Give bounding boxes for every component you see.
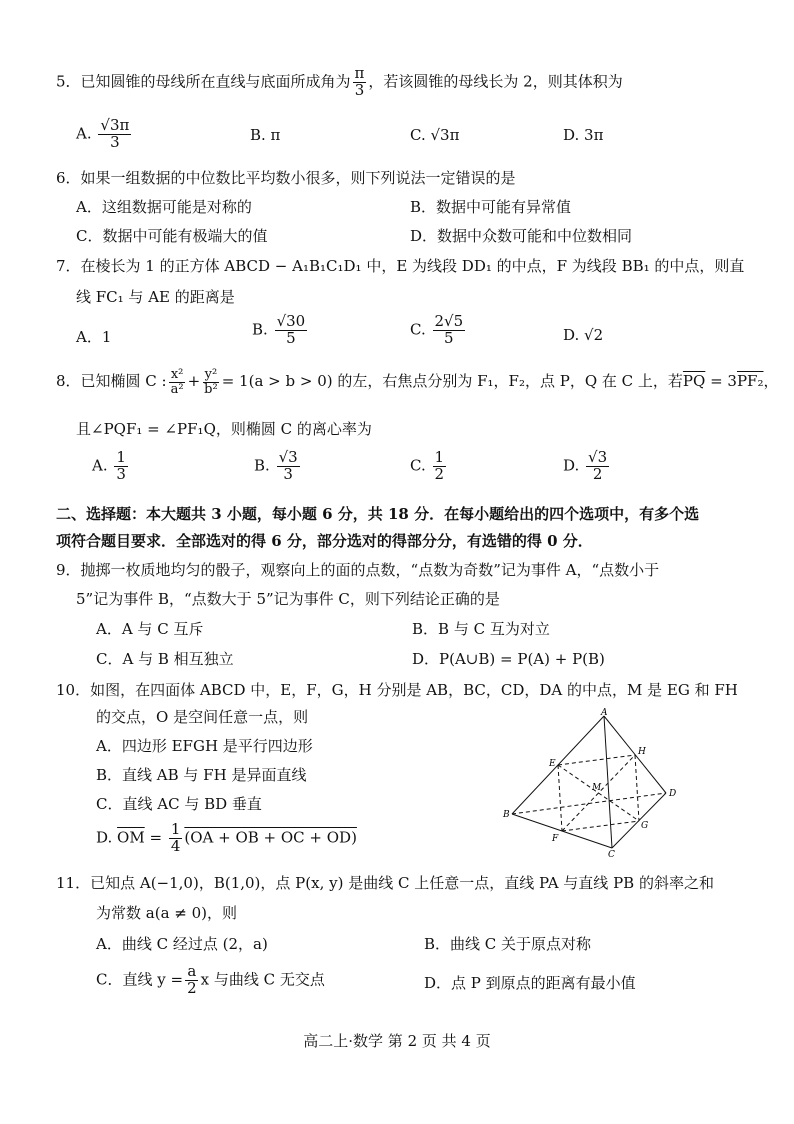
q10-option-c: C．直线 AC 与 BD 垂直 [96, 795, 262, 813]
q8-option-a-fraction [114, 450, 128, 483]
segment-hg [635, 755, 639, 821]
q5-stem [56, 66, 623, 99]
q9-option-a: A．A 与 C 互斥 [96, 620, 204, 638]
vector-pf2: PF₂ [736, 372, 764, 391]
label-g: G [641, 821, 649, 831]
label-e: E [549, 759, 556, 769]
edge-ad [604, 716, 666, 793]
q8-option-b [254, 450, 302, 483]
frac-denominator: 3 [116, 464, 126, 483]
segment-ef [558, 765, 562, 831]
a-over-2 [185, 964, 199, 997]
option-label: B. [252, 320, 268, 339]
q7-option-d: D. √2 [563, 326, 604, 344]
option-label: B. [254, 456, 270, 475]
frac-denominator: 5 [286, 328, 296, 347]
frac-denominator: b² [204, 381, 218, 397]
frac-numerator: √30 [276, 312, 306, 330]
frac-denominator: 4 [170, 836, 181, 855]
q11-option-c [96, 964, 325, 997]
q11-option-c-part1: C．直线 y = [96, 970, 184, 989]
q6-option-d: D．数据中众数可能和中位数相同 [410, 227, 633, 245]
option-label: D. [563, 456, 580, 475]
option-label: C. [410, 456, 426, 475]
q6-stem: 6．如果一组数据的中位数比平均数小很多，则下列说法一定错误的是 [56, 169, 516, 187]
tetrahedron-figure [500, 708, 690, 858]
q5-option-b: B. π [250, 126, 281, 144]
label-c: C [608, 850, 615, 858]
vector-om: $\overline{OM}$ [117, 828, 145, 847]
q10-option-a: A．四边形 EFGH 是平行四边形 [96, 737, 313, 755]
q9-option-b: B．B 与 C 互为对立 [412, 620, 550, 638]
option-label: A. [92, 456, 108, 475]
frac-numerator: 2√5 [434, 312, 464, 330]
frac-numerator: x² [170, 367, 184, 382]
q5-option-d: D. 3π [563, 126, 604, 144]
frac-denominator: 2 [592, 464, 603, 483]
q9-stem-line2: 5”记为事件 B，“点数大于 5”记为事件 C，则下列结论正确的是 [76, 590, 500, 608]
y2-over-b2 [202, 368, 220, 396]
q7-option-a: A．1 [76, 328, 112, 346]
q11-option-b: B．曲线 C 关于原点对称 [424, 935, 592, 953]
frac-numerator: 1 [170, 820, 181, 838]
vector-sum: (OA + OB + OC + OD) [184, 828, 357, 847]
q8-option-d [563, 450, 611, 483]
q8-stem-line2: 且∠PQF₁ = ∠PF₁Q，则椭圆 C 的离心率为 [76, 420, 372, 438]
q8-option-b-fraction [277, 450, 300, 483]
frac-numerator: π [354, 64, 365, 82]
label-h: H [638, 747, 646, 757]
section2-heading-line2: 项符合题目要求．全部选对的得 6 分，部分选对的得部分分，有选错的得 0 分． [56, 532, 593, 550]
q5-stem-part2: ，若该圆锥的母线长为 2，则其体积为 [368, 72, 623, 91]
q8-stem-line1 [56, 368, 779, 396]
frac-numerator: √3 [588, 448, 608, 466]
plus-sign: + [187, 372, 201, 391]
label-m: M [592, 783, 602, 793]
frac-denominator: 2 [187, 978, 197, 997]
label-f: F [552, 834, 559, 844]
frac-numerator: 1 [116, 448, 126, 466]
option-label: D. [96, 828, 113, 847]
comma: ， [763, 372, 779, 391]
q9-stem-line1: 9．抛掷一枚质地均匀的骰子，观察向上的面的点数，“点数为奇数”记为事件 A，“点数小于 [56, 561, 660, 579]
equals-sign: = [144, 828, 167, 847]
q10-option-d [96, 822, 357, 855]
segment-eh [558, 755, 635, 765]
q8-stem-part2: = 1(a > b > 0) 的左，右焦点分别为 F₁，F₂，点 P，Q 在 C 上，若 [221, 372, 683, 391]
q9-option-d: D．P(A∪B) = P(A) + P(B) [412, 650, 605, 668]
frac-denominator: a² [170, 381, 184, 397]
q10-option-b: B．直线 AB 与 FH 是异面直线 [96, 766, 307, 784]
q6-option-c: C．数据中可能有极端大的值 [76, 227, 268, 245]
q5-angle-fraction [353, 66, 367, 99]
frac-numerator: √3 [278, 448, 298, 466]
frac-denominator: 3 [110, 132, 120, 151]
q8-option-c-fraction [433, 450, 447, 483]
segment-fh [562, 755, 635, 831]
frac-denominator: 5 [444, 328, 454, 347]
q6-option-b: B．数据中可能有异常值 [410, 198, 572, 216]
frac-denominator: 2 [434, 464, 445, 483]
q11-option-c-part2: x 与曲线 C 无交点 [200, 970, 325, 989]
segment-fg [562, 821, 639, 831]
q10-stem-line1: 10．如图，在四面体 ABCD 中，E，F，G，H 分别是 AB，BC，CD，DA 的中点，M 是 EG 和 FH [56, 681, 738, 699]
page-footer: 高二上·数学 第 2 页 共 4 页 [303, 1032, 491, 1050]
frac-numerator: √3π [100, 116, 130, 134]
q8-option-a [92, 450, 130, 483]
label-d: D [669, 789, 677, 799]
section2-heading-line1: 二、选择题：本大题共 3 小题，每小题 6 分，共 18 分．在每小题给出的四个选项中，有多个选 [56, 505, 700, 523]
x2-over-a2 [169, 368, 186, 396]
q7-stem-line2: 线 FC₁ 与 AE 的距离是 [76, 288, 235, 306]
q8-option-c [410, 450, 448, 483]
edge-ac [604, 716, 612, 848]
q9-option-c: C．A 与 B 相互独立 [96, 650, 234, 668]
frac-denominator: 3 [354, 80, 365, 99]
frac-numerator: 1 [434, 448, 445, 466]
q7-option-c-fraction [433, 314, 466, 347]
q8-option-d-fraction [586, 450, 609, 483]
vector-pq: $\overline{PQ}$ [682, 372, 706, 391]
q11-stem-line2: 为常数 a(a ≠ 0)，则 [96, 904, 238, 922]
q10-stem-line2: 的交点，O 是空间任意一点，则 [96, 708, 309, 726]
option-label: C. [410, 320, 426, 339]
one-quarter [169, 822, 183, 855]
equals-three: = 3 [705, 372, 737, 391]
q7-option-c [410, 314, 467, 347]
frac-denominator: 3 [283, 464, 293, 483]
q11-stem-line1: 11．已知点 A(−1,0)，B(1,0)，点 P(x, y) 是曲线 C 上任意一点，直线 PA 与直线 PB 的斜率之和 [56, 874, 714, 892]
q11-option-a: A．曲线 C 经过点 (2，a) [96, 935, 268, 953]
q7-stem-line1: 7．在棱长为 1 的正方体 ABCD − A₁B₁C₁D₁ 中，E 为线段 DD₁ 的中点，F 为线段 BB₁ 的中点，则直 [56, 257, 745, 275]
q5-option-a [76, 118, 133, 151]
q7-option-b-fraction [275, 314, 308, 347]
q6-option-a: A．这组数据可能是对称的 [76, 198, 252, 216]
q7-option-b [252, 314, 309, 347]
q5-option-c: C. √3π [410, 126, 460, 144]
frac-numerator: a [187, 962, 197, 980]
q5-stem-part1: 5．已知圆锥的母线所在直线与底面所成角为 [56, 72, 351, 91]
q8-stem-part1: 8．已知椭圆 C : [56, 372, 167, 391]
label-a: A [601, 708, 608, 718]
option-label: A. [76, 124, 92, 143]
label-b: B [503, 810, 510, 820]
q11-option-d: D．点 P 到原点的距离有最小值 [424, 974, 636, 992]
q5-option-a-fraction [98, 118, 131, 151]
frac-numerator: y² [204, 367, 218, 382]
